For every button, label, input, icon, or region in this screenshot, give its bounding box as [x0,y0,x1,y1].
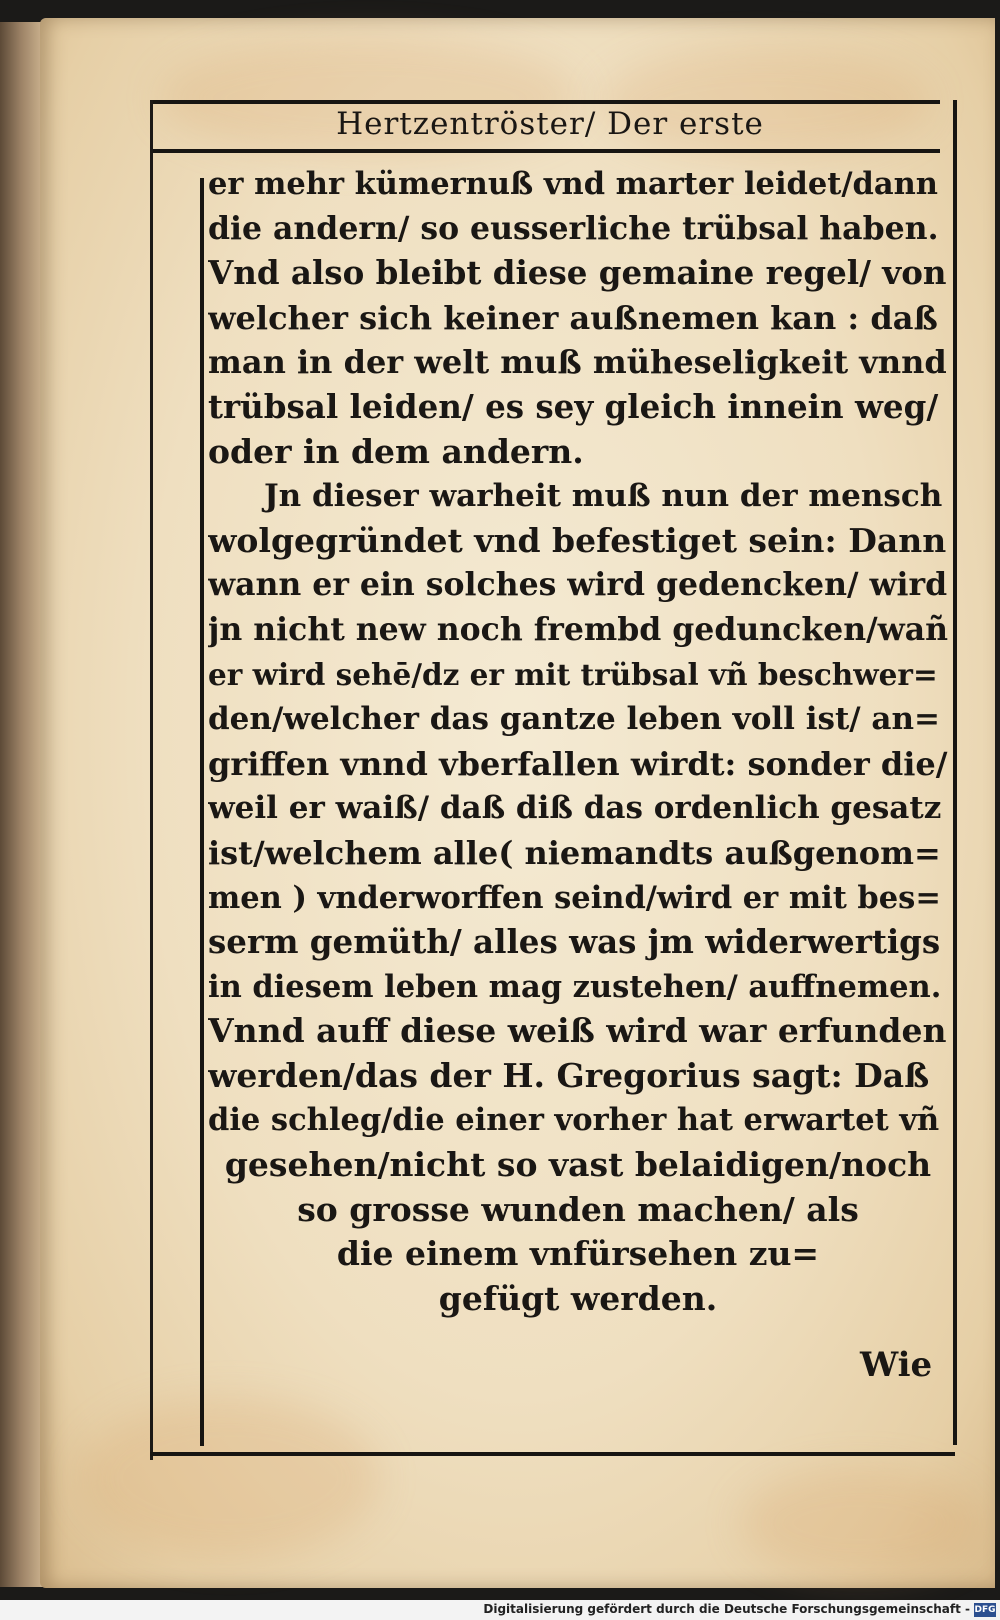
frame-left-outer-rule [150,100,153,1460]
text-line: werden/das der H. Gregorius sagt: Daß [208,1055,930,1095]
header-rule [150,149,940,153]
text-line: die andern/ so eusserliche trübsal haben. [208,209,939,247]
text-line: Vnnd auff diese weiß wird war erfunden [208,1011,947,1051]
text-line: Jn dieser warheit muß nun der mensch [264,478,943,515]
paper-stain [80,1398,380,1558]
text-line: griffen vnnd vberfallen wirdt: sonder die/ [208,744,948,783]
dfg-logo-badge: DFG [974,1605,996,1615]
text-line: Vnd also bleibt diese gemaine regel/ von [208,253,947,293]
text-line: er mehr kümernuß vnd marter leidet/dann [208,166,938,202]
text-line: die einem vnfürsehen zu= [336,1234,820,1274]
text-line: man in der welt muß müheseligkeit vnnd [208,343,947,382]
text-line: wann er ein solches wird gedencken/ wird [208,566,948,604]
paper-stain [740,1468,980,1578]
footer-credit-text: Digitalisierung gefördert durch die Deutsche Forschungsgemeinschaft - [483,1602,970,1616]
text-line: die schleg/die einer vorher hat erwartet vñ [208,1102,940,1139]
text-line: welcher sich keiner außnemen kan : daß [208,298,938,337]
text-line: in diesem leben mag zustehen/ auffnemen. [208,968,942,1005]
text-line: wolgegründet vnd befestiget sein: Dann [208,520,947,560]
text-line: jn nicht new noch frembd geduncken/wañ [208,610,948,648]
frame-right-rule [953,100,957,1445]
running-head: Hertzentröster/ Der erste [336,106,764,142]
text-line: weil er waiß/ daß diß das ordenlich gesatz [208,790,942,827]
text-line: so grosse wunden machen/ als [297,1189,859,1229]
text-line: serm gemüth/ alles was jm widerwertigs [208,922,941,962]
body-text [208,162,948,1321]
text-line: ist/welchem alle( niemandts außgenom= [208,833,941,872]
text-line: den/welcher das gantze leben voll ist/ an= [208,701,940,738]
text-line: gesehen/nicht so vast belaidigen/noch [224,1145,932,1185]
digitization-footer [0,1600,1000,1620]
text-line: er wird sehē/dz er mit trübsal vñ beschwer= [208,656,938,692]
text-line: men ) vnderworffen seind/wird er mit bes= [208,879,941,916]
catchword: Wie [860,1345,933,1385]
text-line: trübsal leiden/ es sey gleich innein weg/ [208,386,939,426]
frame-bottom-rule [150,1452,955,1456]
text-line: gefügt werden. [438,1278,718,1318]
text-line: oder in dem andern. [208,431,584,471]
frame-left-rule [200,178,204,1446]
frame-top-rule [150,100,940,104]
